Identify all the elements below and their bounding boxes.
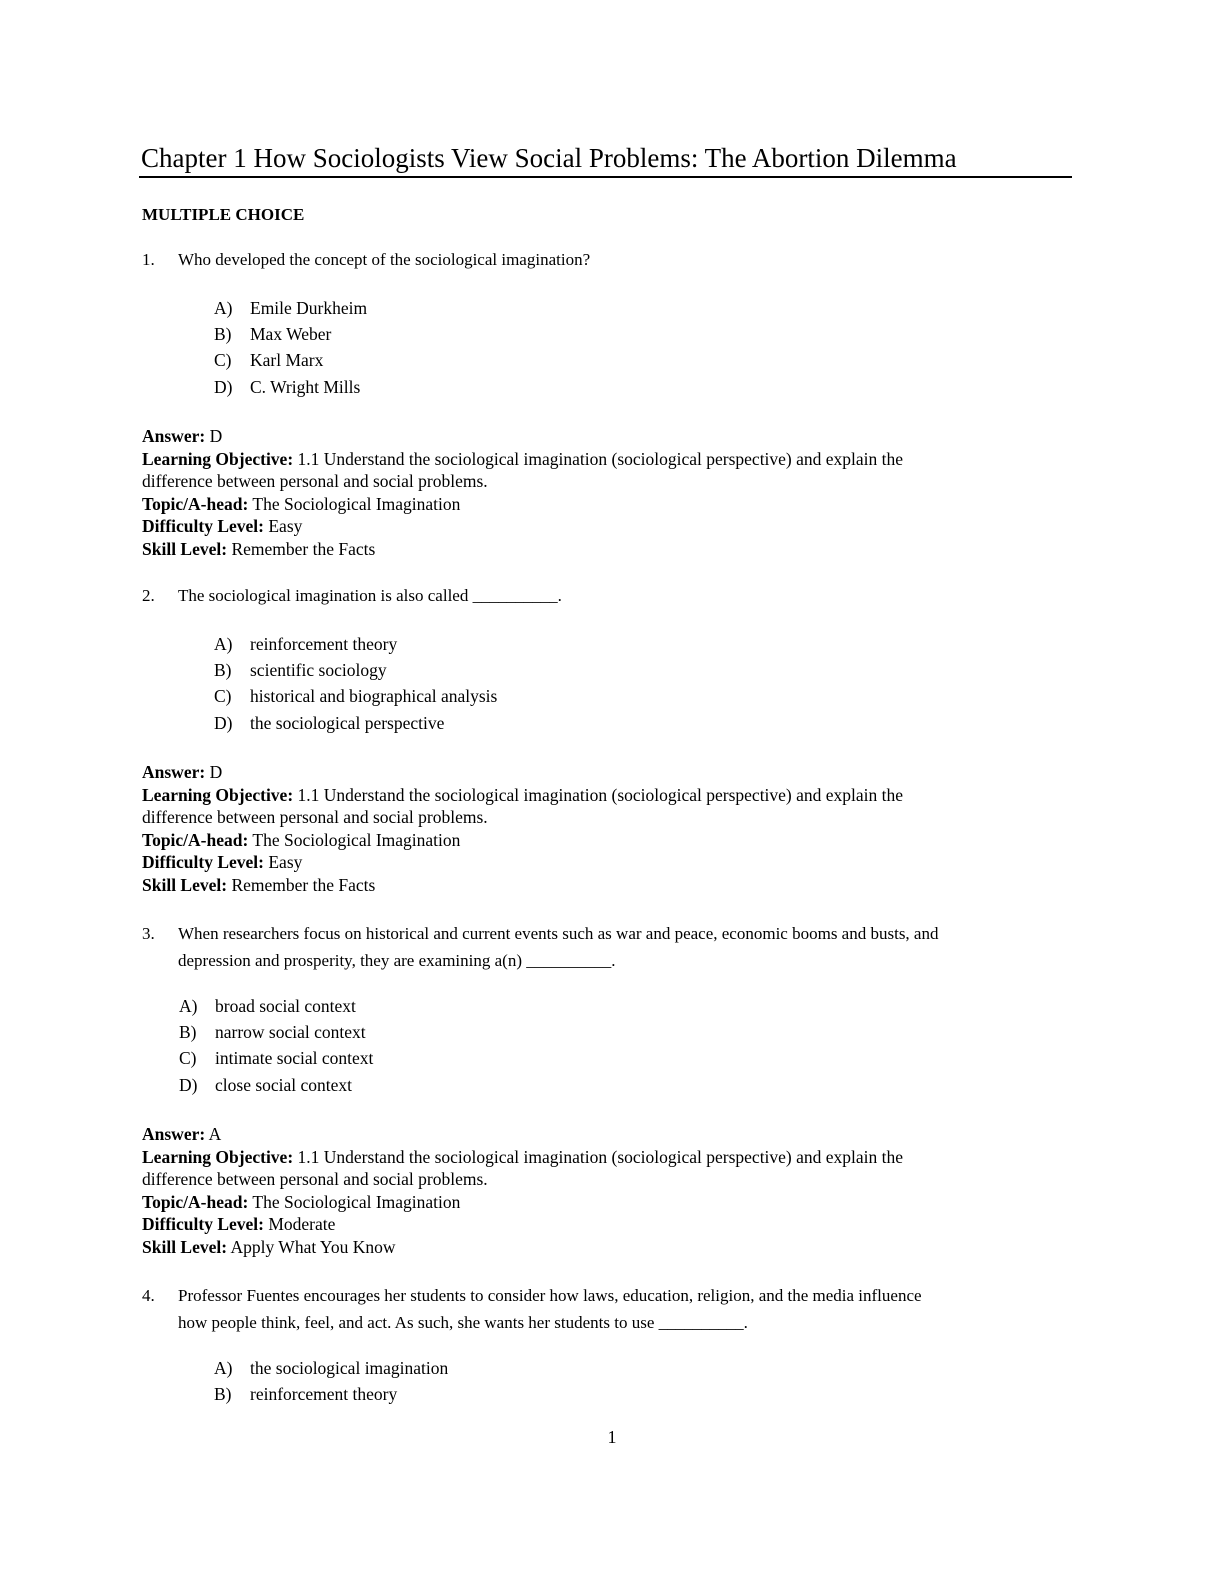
option-c: C) intimate social context <box>179 1048 374 1069</box>
page-number: 1 <box>607 1427 617 1447</box>
option-b: B) Max Weber <box>214 324 332 345</box>
skill-line: Skill Level: Apply What You Know <box>142 1236 396 1257</box>
skill-line: Skill Level: Remember the Facts <box>142 874 376 895</box>
question-stem <box>142 249 1072 272</box>
option-d: D) the sociological perspective <box>214 712 445 733</box>
question-stem <box>142 585 1072 608</box>
learning-objective-continued: difference between personal and social problems. <box>142 471 488 492</box>
answer-options <box>214 295 814 400</box>
option-c: C) historical and biographical analysis <box>214 686 498 707</box>
learning-objective-line: Learning Objective: 1.1 Understand the sociological imagination (sociological perspective) and explain the <box>142 784 904 805</box>
answer-line: Answer: D <box>142 762 223 782</box>
chapter-title: Chapter 1 How Sociologists View Social Problems: The Abortion Dilemma <box>141 143 957 173</box>
question-number: 2. <box>142 586 155 605</box>
question-text-line-2: how people think, feel, and act. As such, she wants her students to use __________. <box>178 1313 748 1332</box>
difficulty-line: Difficulty Level: Moderate <box>142 1214 336 1235</box>
option-d: D) close social context <box>179 1074 353 1095</box>
answer-line: Answer: D <box>142 426 223 446</box>
question-number: 3. <box>142 924 155 943</box>
option-a: A) Emile Durkheim <box>214 298 368 318</box>
answer-options <box>214 631 814 736</box>
answer-metadata <box>142 761 1072 897</box>
skill-line: Skill Level: Remember the Facts <box>142 538 376 559</box>
answer-options <box>179 993 779 1098</box>
section-heading: MULTIPLE CHOICE <box>142 205 305 224</box>
question-text-line-1: Professor Fuentes encourages her students to consider how laws, education, religion, and the media influence <box>178 1286 922 1305</box>
option-c: C) Karl Marx <box>214 350 324 371</box>
question-text: The sociological imagination is also called __________. <box>178 586 562 605</box>
option-b: B) scientific sociology <box>214 660 387 681</box>
difficulty-line: Difficulty Level: Easy <box>142 852 303 873</box>
learning-objective-continued: difference between personal and social problems. <box>142 807 488 828</box>
answer-options <box>214 1355 814 1407</box>
answer-metadata <box>142 1123 1072 1259</box>
question-stem <box>142 920 1072 974</box>
topic-line: Topic/A-head: The Sociological Imagination <box>142 829 461 850</box>
question-number: 1. <box>142 250 155 269</box>
question-text-line-1: When researchers focus on historical and current events such as war and peace, economic booms and busts, and <box>178 924 939 943</box>
learning-objective-continued: difference between personal and social problems. <box>142 1169 488 1190</box>
option-a: A) the sociological imagination <box>214 1358 449 1378</box>
question-number: 4. <box>142 1286 155 1305</box>
answer-line: Answer: A <box>142 1124 222 1144</box>
topic-line: Topic/A-head: The Sociological Imagination <box>142 1191 461 1212</box>
option-a: A) broad social context <box>179 996 356 1016</box>
option-b: B) narrow social context <box>179 1022 366 1043</box>
learning-objective-line: Learning Objective: 1.1 Understand the sociological imagination (sociological perspective) and explain the <box>142 1146 904 1167</box>
question-2 <box>142 585 1072 608</box>
question-text-line-2: depression and prosperity, they are examining a(n) __________. <box>178 951 616 970</box>
option-a: A) reinforcement theory <box>214 634 398 654</box>
question-1 <box>142 249 1072 272</box>
difficulty-line: Difficulty Level: Easy <box>142 516 303 537</box>
learning-objective-line: Learning Objective: 1.1 Understand the sociological imagination (sociological perspective) and explain the <box>142 448 904 469</box>
question-text: Who developed the concept of the sociological imagination? <box>178 250 591 269</box>
topic-line: Topic/A-head: The Sociological Imagination <box>142 493 461 514</box>
question-3 <box>142 920 1072 974</box>
question-stem <box>142 1282 1072 1336</box>
answer-metadata <box>142 425 1072 561</box>
option-b: B) reinforcement theory <box>214 1384 398 1405</box>
title-underline <box>139 176 1072 178</box>
question-4 <box>142 1282 1072 1336</box>
option-d: D) C. Wright Mills <box>214 376 361 397</box>
